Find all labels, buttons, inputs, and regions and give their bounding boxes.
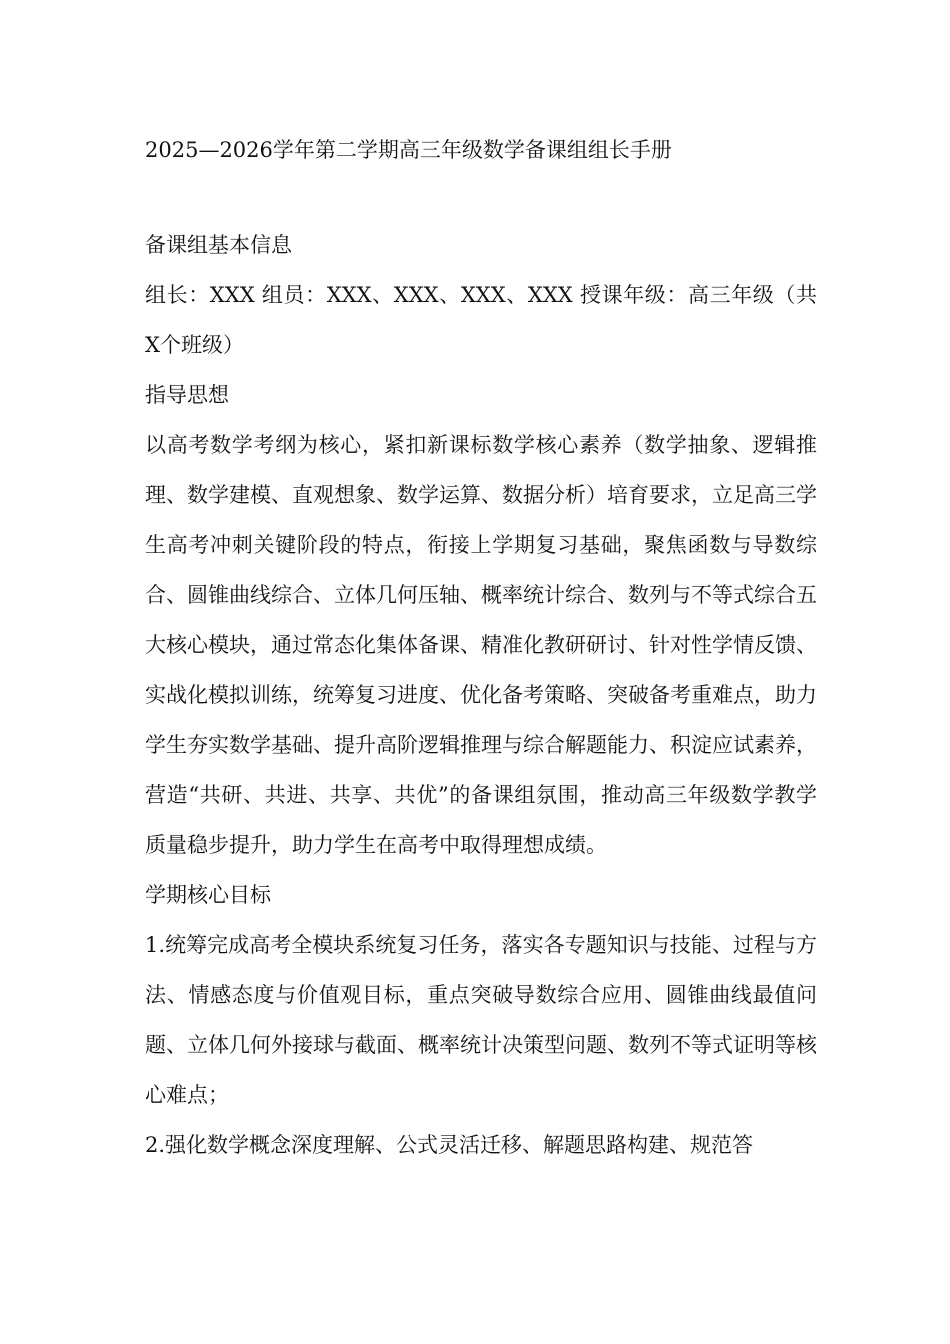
section-basic-info xyxy=(145,220,817,370)
goal-item: 2.强化数学概念深度理解、公式灵活迁移、解题思路构建、规范答 xyxy=(145,1133,754,1157)
section-guiding-thought xyxy=(145,370,817,870)
document-title: 2025—2026学年第二学期高三年级数学备课组组长手册 xyxy=(145,138,672,162)
paragraph: 以高考数学考纲为核心，紧扣新课标数学核心素养（数学抽象、逻辑推理、数学建模、直观想象、数学运算、数据分析）培育要求，立足高三学生高考冲刺关键阶段的特点，衔接上学期复习基础，聚焦函数与导数综合、圆锥曲线综合、立体几何压轴、概率统计综合、数列与不等式综合五大核心模块，通过常态化集体备课、精准化教研研讨、针对性学情反馈、实战化模拟训练，统筹复习进度、优化备考策略、突破备考重难点，助力学生夯实数学基础、提升高阶逻辑推理与综合解题能力、积淀应试素养，营造“共研、共进、共享、共优”的备课组氛围，推动高三年级数学教学质量稳步提升，助力学生在高考中取得理想成绩。 xyxy=(145,433,817,857)
section-core-goals xyxy=(145,870,817,1170)
section-heading: 指导思想 xyxy=(145,383,229,407)
section-heading: 备课组基本信息 xyxy=(145,233,292,257)
goal-item: 1.统筹完成高考全模块系统复习任务，落实各专题知识与技能、过程与方法、情感态度与价值观目标，重点突破导数综合应用、圆锥曲线最值问题、立体几何外接球与截面、概率统计决策型问题、数列不等式证明等核心难点； xyxy=(145,933,817,1107)
paragraph: 组长：XXX 组员：XXX、XXX、XXX、XXX 授课年级：高三年级（共X个班级） xyxy=(145,283,817,357)
section-heading: 学期核心目标 xyxy=(145,883,271,907)
document-page xyxy=(145,128,817,1170)
